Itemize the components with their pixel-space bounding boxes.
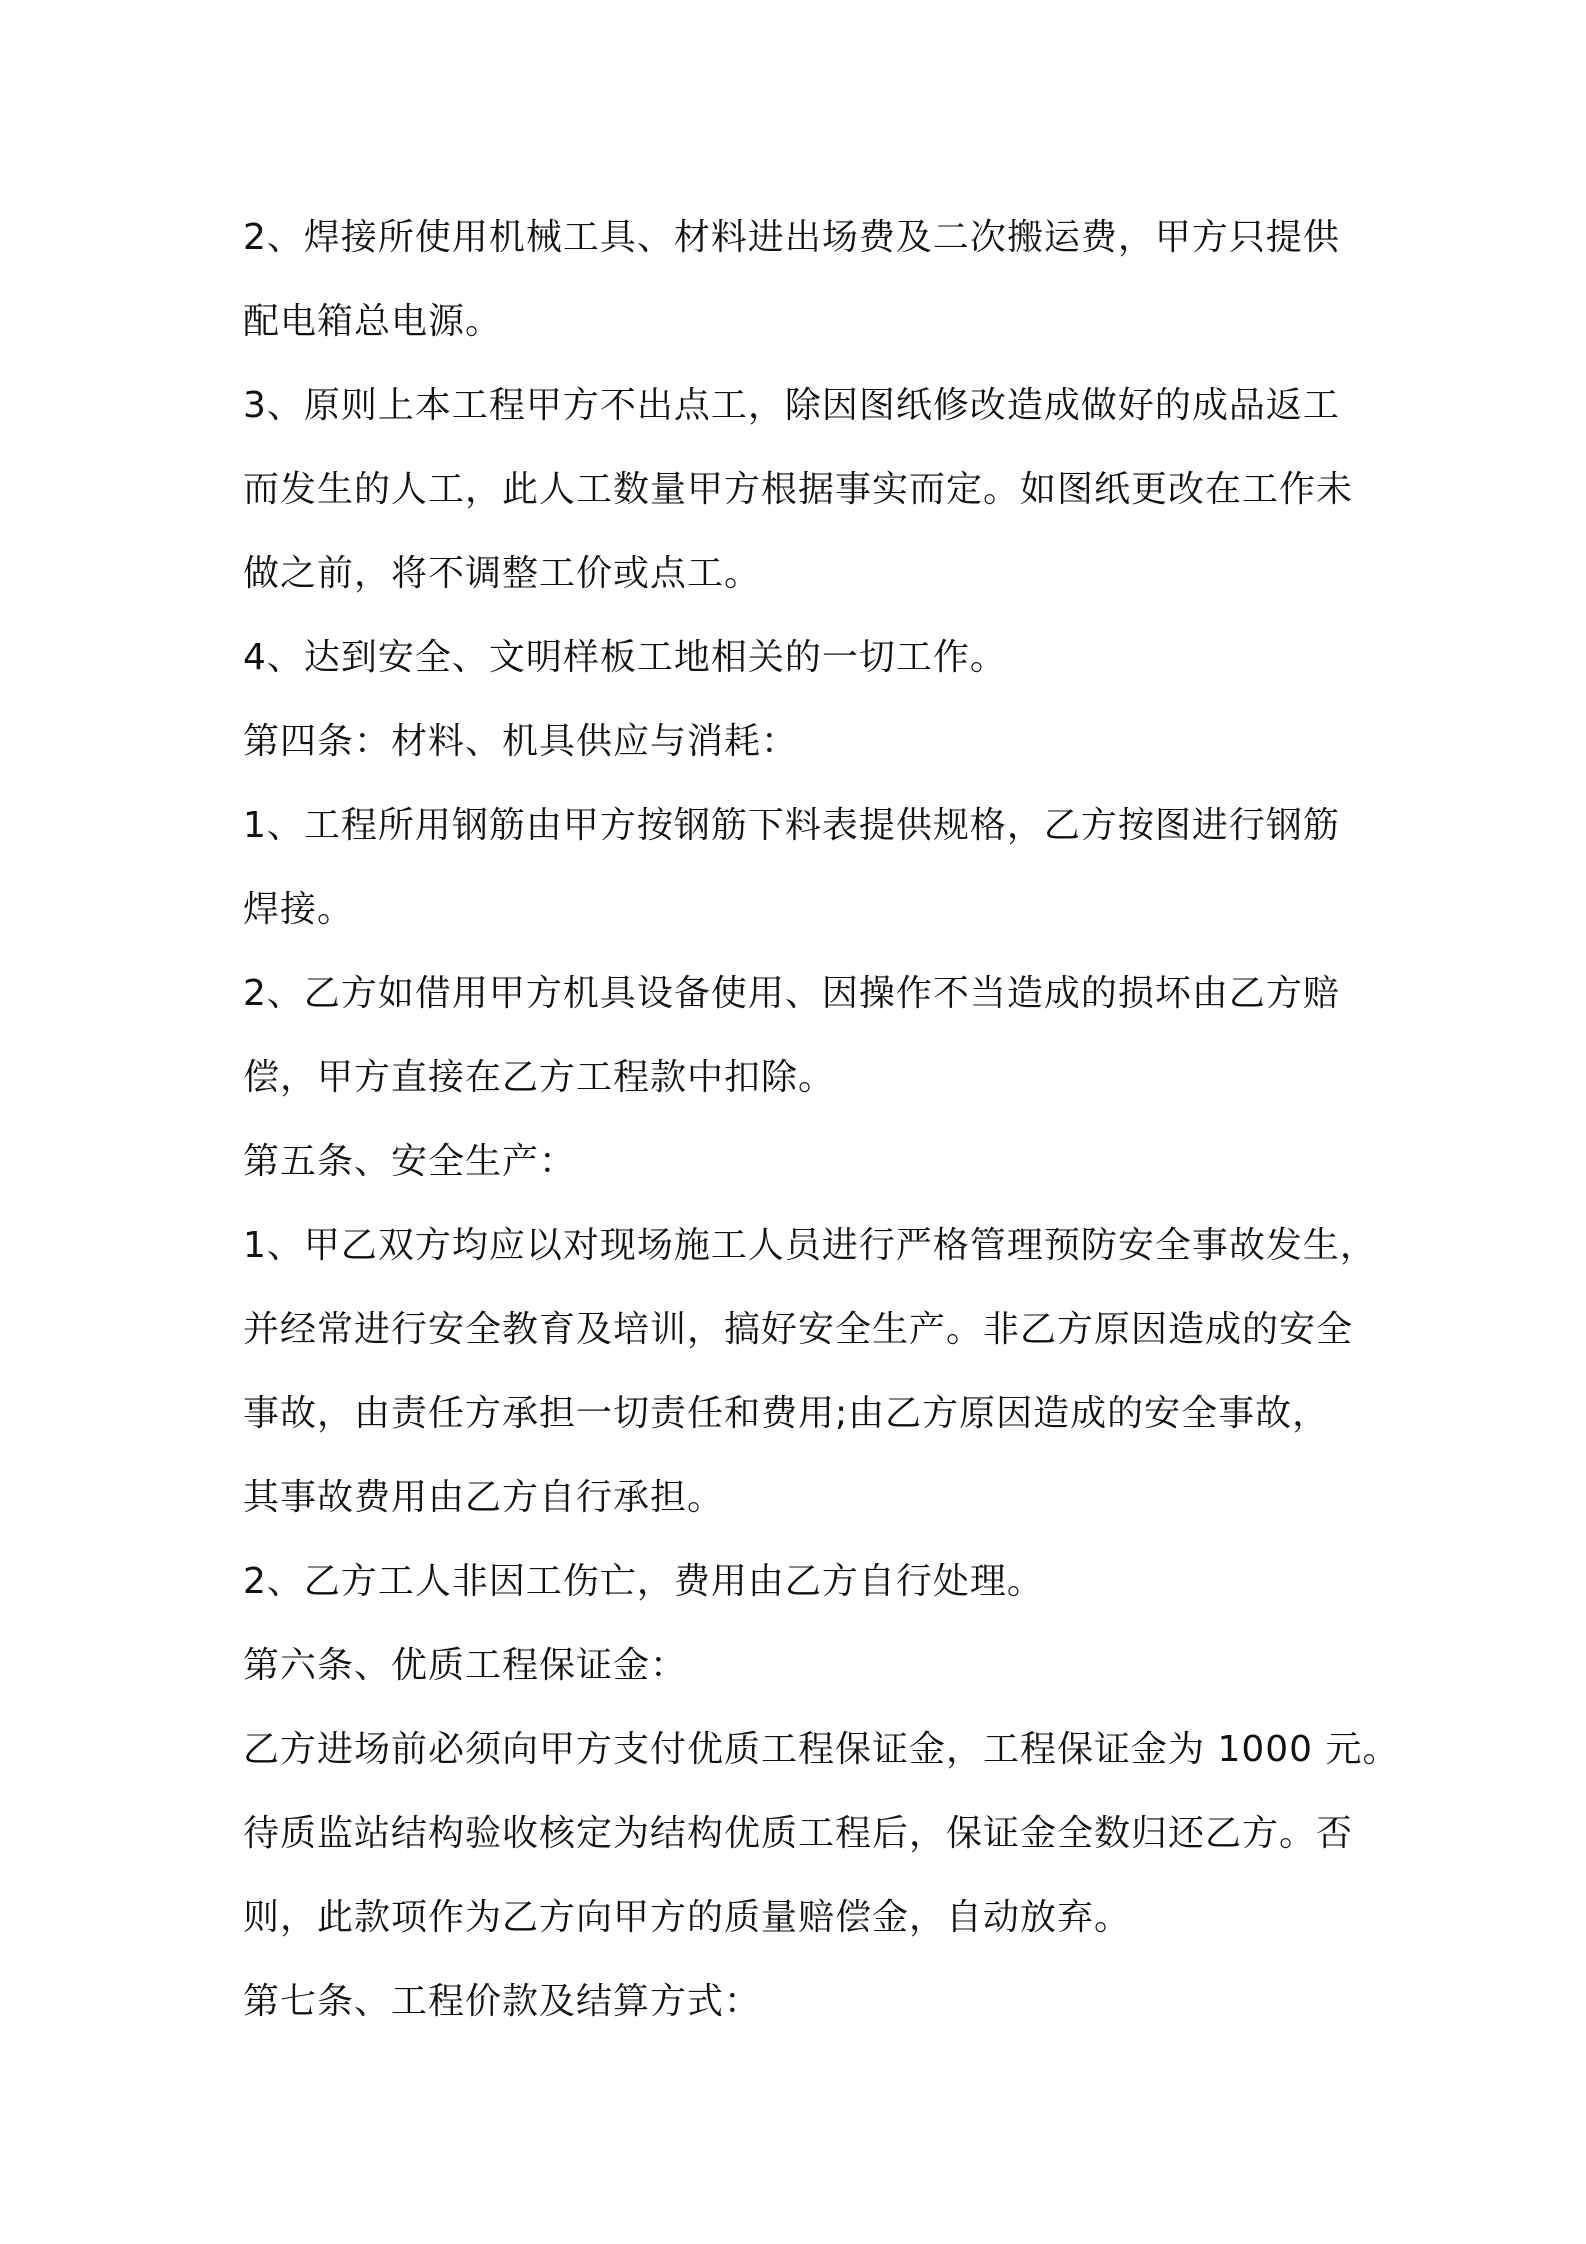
text-line: 配电箱总电源。 [243,301,503,342]
text-line: 而发生的人工，此人工数量甲方根据事实而定。如图纸更改在工作未 [243,469,1354,510]
text-line: 乙方进场前必须向甲方支付优质工程保证金，工程保证金为 1000 元。 [243,1729,1400,1770]
text-line: 2、焊接所使用机械工具、材料进出场费及二次搬运费，甲方只提供 [243,217,1340,258]
clause-paragraph [243,1708,1400,1960]
text-line: 并经常进行安全教育及培训，搞好安全生产。非乙方原因造成的安全 [243,1309,1354,1350]
text-line: 4、达到安全、文明样板工地相关的一切工作。 [243,637,1007,678]
text-line: 焊接。 [243,889,355,930]
text-line: 第六条、优质工程保证金： [243,1645,688,1686]
section-heading [243,1960,1363,2044]
clause-paragraph [243,616,1363,700]
document-body [243,196,1400,2044]
text-line: 2、乙方工人非因工伤亡，费用由乙方自行处理。 [243,1561,1044,1602]
section-heading [243,700,1363,784]
text-line: 则，此款项作为乙方向甲方的质量赔偿金，自动放弃。 [243,1897,1132,1938]
text-line: 第四条：材料、机具供应与消耗： [243,721,799,762]
section-heading [243,1624,1363,1708]
clause-paragraph [243,1540,1363,1624]
text-line: 其事故费用由乙方自行承担。 [243,1477,725,1518]
text-line: 3、原则上本工程甲方不出点工，除因图纸修改造成做好的成品返工 [243,385,1340,426]
clause-paragraph [243,952,1363,1120]
text-line: 事故，由责任方承担一切责任和费用;由乙方原因造成的安全事故， [243,1393,1330,1434]
text-line: 待质监站结构验收核定为结构优质工程后，保证金全数归还乙方。否 [243,1813,1354,1854]
clause-paragraph [243,1204,1377,1540]
clause-paragraph [243,784,1363,952]
clause-paragraph [243,196,1363,364]
text-line: 1、甲乙双方均应以对现场施工人员进行严格管理预防安全事故发生， [243,1225,1377,1266]
text-line: 偿，甲方直接在乙方工程款中扣除。 [243,1057,836,1098]
text-line: 1、工程所用钢筋由甲方按钢筋下料表提供规格，乙方按图进行钢筋 [243,805,1340,846]
text-line: 第五条、安全生产： [243,1141,577,1182]
section-heading [243,1120,1363,1204]
clause-paragraph [243,364,1363,616]
text-line: 2、乙方如借用甲方机具设备使用、因操作不当造成的损坏由乙方赔 [243,973,1340,1014]
text-line: 第七条、工程价款及结算方式： [243,1981,762,2022]
text-line: 做之前，将不调整工价或点工。 [243,553,762,594]
